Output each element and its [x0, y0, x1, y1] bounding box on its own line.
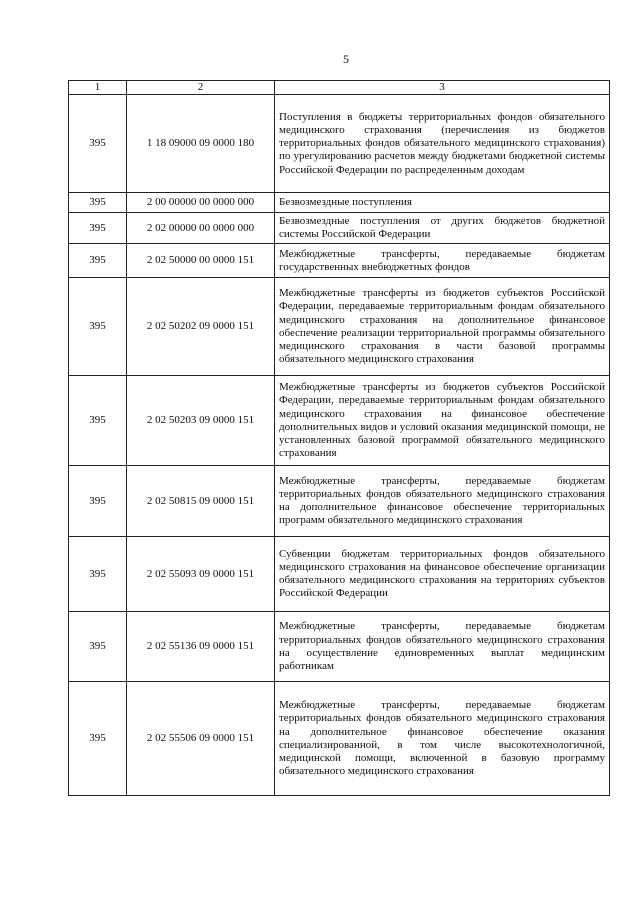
table-row [69, 278, 610, 376]
budget-code-cell: 2 00 00000 00 0000 000 [127, 193, 275, 213]
admin-code-cell: 395 [69, 213, 127, 244]
revenue-name-cell: Межбюджетные трансферты из бюджетов субъектов Российской Федерации, передаваемые территориальным фондам обязательного медицинского страхования на финансовое обеспечение дополнительных видов и условий оказания медицинской помощи, не установленных базовой программой обязательного медицинского страхования [275, 376, 610, 466]
table-row [69, 537, 610, 612]
header-col-2: 2 [127, 81, 275, 95]
table-row [69, 682, 610, 796]
budget-code-cell: 2 02 50203 09 0000 151 [127, 376, 275, 466]
admin-code-cell: 395 [69, 376, 127, 466]
admin-code-cell: 395 [69, 682, 127, 796]
table-row [69, 213, 610, 244]
admin-code-cell: 395 [69, 466, 127, 537]
table-row [69, 244, 610, 278]
table-row [69, 376, 610, 466]
budget-code-cell: 2 02 55506 09 0000 151 [127, 682, 275, 796]
admin-code-cell: 395 [69, 244, 127, 278]
page-number: 5 [343, 52, 349, 66]
table-row [69, 95, 610, 193]
revenue-name-cell: Межбюджетные трансферты, передаваемые бюджетам территориальных фондов обязательного медицинского страхования на осуществление единовременных выплат медицинским работникам [275, 612, 610, 682]
admin-code-cell: 395 [69, 278, 127, 376]
budget-code-cell: 2 02 50000 00 0000 151 [127, 244, 275, 278]
header-col-1: 1 [69, 81, 127, 95]
revenue-name-cell: Межбюджетные трансферты, передаваемые бюджетам государственных внебюджетных фондов [275, 244, 610, 278]
revenue-name-cell: Безвозмездные поступления [275, 193, 610, 213]
revenue-name-cell: Межбюджетные трансферты, передаваемые бюджетам территориальных фондов обязательного медицинского страхования на дополнительное финансовое обеспечение территориальных программ обязательного медицинского страхования [275, 466, 610, 537]
table-row [69, 466, 610, 537]
revenue-name-cell: Безвозмездные поступления от других бюджетов бюджетной системы Российской Федерации [275, 213, 610, 244]
budget-code-cell: 1 18 09000 09 0000 180 [127, 95, 275, 193]
admin-code-cell: 395 [69, 612, 127, 682]
budget-code-cell: 2 02 50202 09 0000 151 [127, 278, 275, 376]
admin-code-cell: 395 [69, 537, 127, 612]
budget-code-cell: 2 02 55136 09 0000 151 [127, 612, 275, 682]
budget-code-cell: 2 02 00000 00 0000 000 [127, 213, 275, 244]
admin-code-cell: 395 [69, 193, 127, 213]
revenue-name-cell: Межбюджетные трансферты из бюджетов субъектов Российской Федерации, передаваемые территориальным фондам обязательного медицинского страхования на дополнительное финансовое обеспечение реализации территориальной программы обязательного медицинского страхования в части базовой программы обязательного медицинского страхования [275, 278, 610, 376]
budget-code-cell: 2 02 50815 09 0000 151 [127, 466, 275, 537]
budget-revenue-table [68, 80, 610, 796]
table-header-row [69, 81, 610, 95]
table-row [69, 193, 610, 213]
revenue-name-cell: Субвенции бюджетам территориальных фондов обязательного медицинского страхования на финансовое обеспечение организации обязательного медицинского страхования на территориях субъектов Российской Федерации [275, 537, 610, 612]
header-col-3: 3 [275, 81, 610, 95]
table-row [69, 612, 610, 682]
revenue-name-cell: Межбюджетные трансферты, передаваемые бюджетам территориальных фондов обязательного медицинского страхования на дополнительное финансовое обеспечение оказания специализированной, в том числе высокотехнологичной, медицинской помощи, включенной в базовую программу обязательного медицинского страхования [275, 682, 610, 796]
budget-code-cell: 2 02 55093 09 0000 151 [127, 537, 275, 612]
admin-code-cell: 395 [69, 95, 127, 193]
revenue-name-cell: Поступления в бюджеты территориальных фондов обязательного медицинского страхования (перечисления из бюджетов территориальных фондов обязательного медицинского страхования) по урегулированию расчетов между бюджетами бюджетной системы Российской Федерации по распределенным доходам [275, 95, 610, 193]
